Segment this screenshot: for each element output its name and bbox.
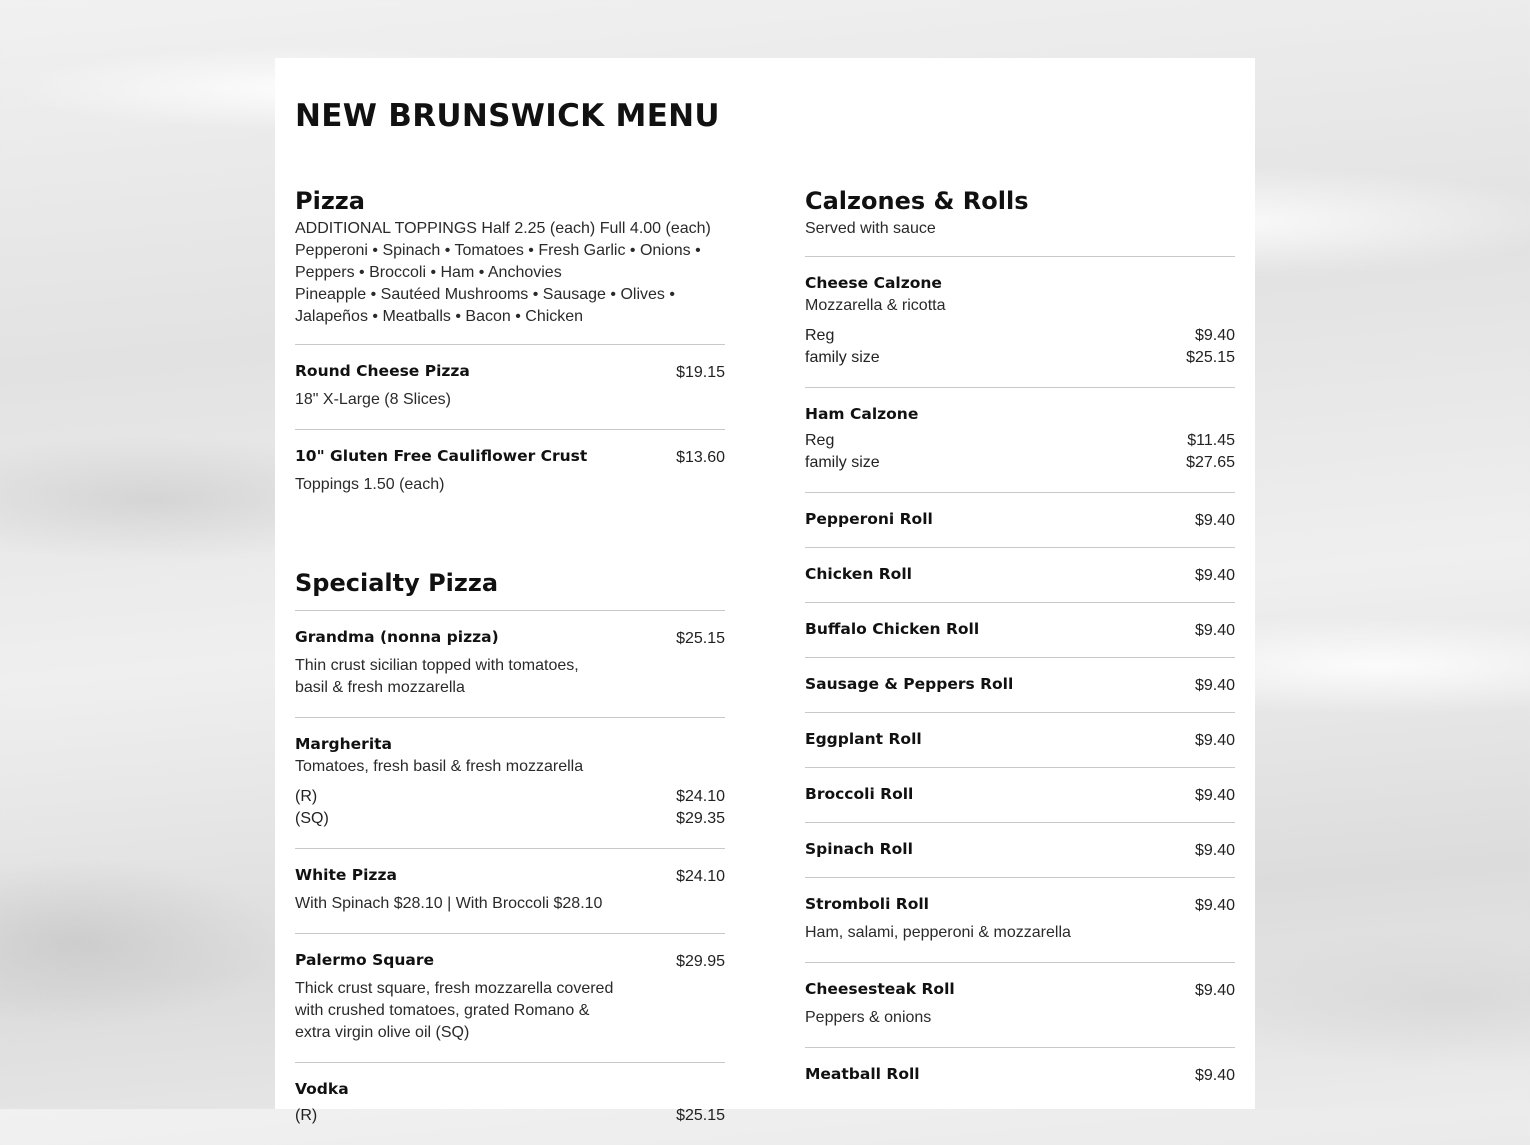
menu-item-ham-calzone[interactable] [805,387,1235,492]
section-title-specialty: Specialty Pizza [295,569,499,597]
menu-item-broccoli-roll[interactable] [805,767,1235,822]
menu-item-chicken-roll[interactable] [805,547,1235,602]
item-price: $9.40 [1194,982,1235,999]
section-title-calzones: Calzones & Rolls [805,187,1029,215]
size-label: Reg [805,327,835,344]
item-name: Stromboli Roll [805,895,929,913]
size-row [295,786,725,808]
specialty-pizza-section [295,566,725,1145]
menu-item-spinach-roll[interactable] [805,822,1235,877]
item-name: Pepperoni Roll [805,510,933,528]
item-name: Meatball Roll [805,1065,920,1083]
item-name: 10" Gluten Free Cauliflower Crust [295,447,588,465]
size-label: Reg [805,432,835,449]
item-description: Mozzarella & ricotta [805,297,946,314]
item-price: $25.15 [676,630,725,647]
menu-item-cheesesteak-roll[interactable] [805,962,1235,1047]
item-price: $9.40 [1194,677,1235,694]
size-label: family size [805,349,880,366]
item-name: Spinach Roll [805,840,913,858]
toppings-line: Peppers • Broccoli • Ham • Anchovies [295,264,562,281]
item-price: $24.10 [676,868,725,885]
item-price: $9.40 [1194,512,1235,529]
item-description: With Spinach $28.10 | With Broccoli $28.10 [295,895,603,912]
size-row [805,325,1235,347]
item-price: $29.95 [676,953,725,970]
item-name: Eggplant Roll [805,730,922,748]
item-name: Chicken Roll [805,565,912,583]
menu-item-stromboli-roll[interactable] [805,877,1235,962]
section-description: Served with sauce [805,220,936,237]
menu-item-gluten-free-crust[interactable] [295,429,725,514]
item-price: $9.40 [1194,1067,1235,1084]
item-description: 18" X-Large (8 Slices) [295,391,451,408]
item-description: Ham, salami, pepperoni & mozzarella [805,924,1071,941]
menu-item-palermo-square[interactable] [295,933,725,1062]
size-label: (R) [295,1107,318,1124]
menu-item-round-cheese-pizza[interactable] [295,344,725,429]
toppings-info [295,218,725,344]
item-name: Vodka [295,1080,349,1098]
size-row [295,1105,725,1127]
size-row [805,430,1235,452]
item-name: Round Cheese Pizza [295,362,470,380]
size-options [805,430,1235,474]
item-price: $9.40 [1194,622,1235,639]
size-price: $27.65 [1186,454,1235,471]
size-options [805,325,1235,369]
item-name: Grandma (nonna pizza) [295,628,499,646]
calzones-rolls-section [805,184,1235,1102]
size-price: $25.15 [676,1107,725,1124]
menu-item-eggplant-roll[interactable] [805,712,1235,767]
item-description: Thick crust square, fresh mozzarella covered with crushed tomatoes, grated Romano & extra virgin olive oil (SQ) [295,980,614,1041]
item-price: $19.15 [676,364,725,381]
item-name: Sausage & Peppers Roll [805,675,1014,693]
item-price: $9.40 [1194,787,1235,804]
item-price: $9.40 [1194,732,1235,749]
item-name: Cheese Calzone [805,274,942,292]
section-title-pizza: Pizza [295,187,365,215]
size-options [295,786,725,830]
page-title: NEW BRUNSWICK MENU [295,98,720,134]
item-name: Broccoli Roll [805,785,914,803]
pizza-section [295,184,725,514]
menu-item-vodka[interactable] [295,1062,725,1145]
item-description: Toppings 1.50 (each) [295,476,445,493]
item-price: $13.60 [676,449,725,466]
item-description: Tomatoes, fresh basil & fresh mozzarella [295,758,584,775]
menu-item-pepperoni-roll[interactable] [805,492,1235,547]
right-column [805,184,1235,1102]
item-price: $9.40 [1194,897,1235,914]
item-description: Peppers & onions [805,1009,932,1026]
size-label: (R) [295,788,318,805]
size-price: $29.35 [676,810,725,827]
size-price: $9.40 [1194,327,1235,344]
item-description: Thin crust sicilian topped with tomatoes, basil & fresh mozzarella [295,657,579,696]
left-column [295,184,725,1145]
toppings-line: Pepperoni • Spinach • Tomatoes • Fresh Garlic • Onions • [295,242,701,259]
toppings-line: Jalapeños • Meatballs • Bacon • Chicken [295,308,584,325]
size-price: $11.45 [1187,432,1235,449]
menu-item-white-pizza[interactable] [295,848,725,933]
item-name: Cheesesteak Roll [805,980,955,998]
item-name: Margherita [295,735,392,753]
menu-item-grandma[interactable] [295,610,725,717]
menu-item-meatball-roll[interactable] [805,1047,1235,1102]
size-row [295,808,725,830]
toppings-line: ADDITIONAL TOPPINGS Half 2.25 (each) Full 4.00 (each) [295,220,711,237]
size-price: $25.15 [1186,349,1235,366]
menu-item-sausage-peppers-roll[interactable] [805,657,1235,712]
item-price: $9.40 [1194,567,1235,584]
item-price: $9.40 [1194,842,1235,859]
item-name: Palermo Square [295,951,434,969]
item-name: Buffalo Chicken Roll [805,620,980,638]
item-name: Ham Calzone [805,405,919,423]
size-row [805,452,1235,474]
size-row [805,347,1235,369]
item-name: White Pizza [295,866,397,884]
size-options [295,1105,725,1127]
menu-item-buffalo-chicken-roll[interactable] [805,602,1235,657]
size-price: $24.10 [676,788,725,805]
toppings-line: Pineapple • Sautéed Mushrooms • Sausage • Olives • [295,286,675,303]
size-label: (SQ) [295,810,329,827]
menu-item-margherita[interactable] [295,717,725,848]
menu-item-cheese-calzone[interactable] [805,256,1235,387]
size-label: family size [805,454,880,471]
section-spacer [295,514,725,566]
